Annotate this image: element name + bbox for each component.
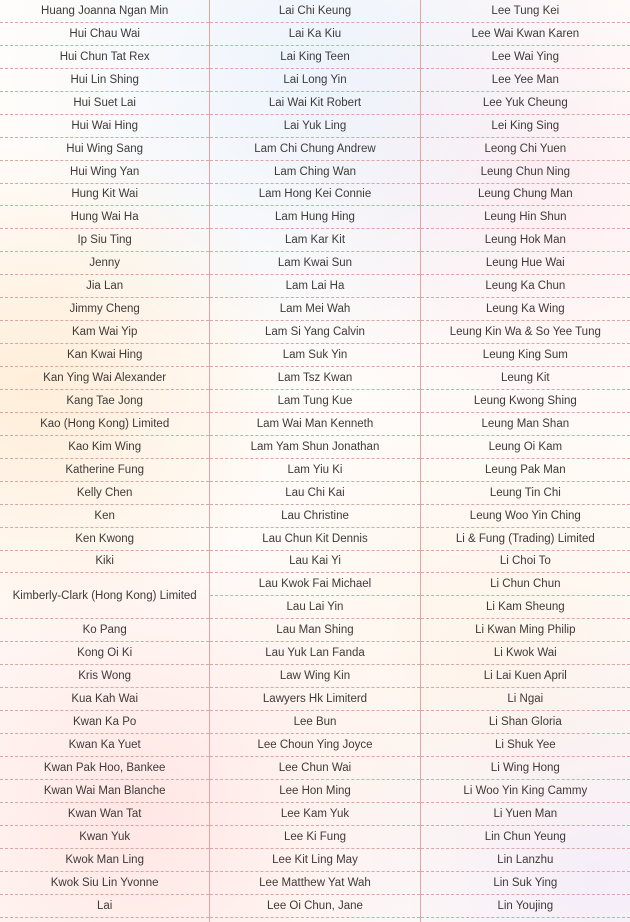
list-item: Jimmy Cheng xyxy=(0,298,209,321)
list-item: Kao (Hong Kong) Limited xyxy=(0,413,209,436)
list-item: Lee Chun Wai xyxy=(210,757,419,780)
list-item: Lee Bun xyxy=(210,711,419,734)
list-item: Leung Ka Wing xyxy=(421,298,630,321)
list-item: Lam Hung Hing xyxy=(210,206,419,229)
list-item: Leung Oi Kam xyxy=(421,436,630,459)
list-item: Li Wing Hong xyxy=(421,757,630,780)
list-item: Kwok Siu Lin Yvonne xyxy=(0,872,209,895)
list-item: Leung Hok Man xyxy=(421,229,630,252)
list-item: Lin Youjing xyxy=(421,895,630,918)
list-item: Li Ngai xyxy=(421,688,630,711)
list-item: Lam Lai Ha xyxy=(210,275,419,298)
list-item: Lee Yuk Cheung xyxy=(421,92,630,115)
list-item: Kwan Yuk xyxy=(0,826,209,849)
list-item: Lee Tung Kei xyxy=(421,0,630,23)
list-item: Lee Matthew Yat Wah xyxy=(210,872,419,895)
list-item: Kwan Wan Tat xyxy=(0,803,209,826)
list-item: Li Lai Kuen April xyxy=(421,665,630,688)
list-item: Kwok Man Ling xyxy=(0,849,209,872)
list-item: Lam Tsz Kwan xyxy=(210,367,419,390)
list-item: Lam Yam Shun Jonathan xyxy=(210,436,419,459)
list-item: Lee Wai Ying xyxy=(421,46,630,69)
list-item: Lau Chi Kai xyxy=(210,482,419,505)
list-item: Lin Suk Ying xyxy=(421,872,630,895)
list-item: Kam Wai Yip xyxy=(0,321,209,344)
list-item: Lam Chi Chung Andrew xyxy=(210,138,419,161)
list-item: Law Wing Kin xyxy=(210,665,419,688)
list-item: Leung Tin Chi xyxy=(421,482,630,505)
list-item: Li Woo Yin King Cammy xyxy=(421,780,630,803)
list-item: Hui Wing Sang xyxy=(0,138,209,161)
list-item: Leong Chi Yuen xyxy=(421,138,630,161)
list-item: Lee Wai Kwan Karen xyxy=(421,23,630,46)
list-item: Kwan Ka Po xyxy=(0,711,209,734)
list-item: Kao Kim Wing xyxy=(0,436,209,459)
list-item: Kwan Wai Man Blanche xyxy=(0,780,209,803)
list-item: Lam Mei Wah xyxy=(210,298,419,321)
list-item: Leung Ka Chun xyxy=(421,275,630,298)
list-item: Kwan Pak Hoo, Bankee xyxy=(0,757,209,780)
list-item: Hui Wai Hing xyxy=(0,115,209,138)
list-item: Lam Wai Man Kenneth xyxy=(210,413,419,436)
list-item: Li Kwan Ming Philip xyxy=(421,619,630,642)
list-item: Lee Choun Ying Joyce xyxy=(210,734,419,757)
list-item: Ken Kwong xyxy=(0,528,209,551)
list-item: Kimberly-Clark (Hong Kong) Limited xyxy=(0,573,209,619)
list-item: Lee Oi Chun, Jane xyxy=(210,895,419,918)
list-item: Lam Suk Yin xyxy=(210,344,419,367)
list-item: Kan Kwai Hing xyxy=(0,344,209,367)
list-item: Leung Kwong Shing xyxy=(421,390,630,413)
list-item: Ip Siu Ting xyxy=(0,229,209,252)
list-item: Kiki xyxy=(0,551,209,574)
list-item: Lai King Teen xyxy=(210,46,419,69)
list-item: Hui Wing Yan xyxy=(0,161,209,184)
list-item: Lee Yee Man xyxy=(421,69,630,92)
list-item: Hung Kit Wai xyxy=(0,184,209,207)
name-column-2 xyxy=(209,0,419,922)
list-item: Ko Pang xyxy=(0,619,209,642)
list-item: Hui Suet Lai xyxy=(0,92,209,115)
name-column-3 xyxy=(420,0,630,922)
list-item: Kwan Ka Yuet xyxy=(0,734,209,757)
list-item: Jenny xyxy=(0,252,209,275)
list-item: Lau Lai Yin xyxy=(210,596,419,619)
list-item: Lai Wai Kit Robert xyxy=(210,92,419,115)
list-item: Lai Chi Keung xyxy=(210,0,419,23)
list-item: Li & Fung (Trading) Limited xyxy=(421,528,630,551)
list-item: Li Kam Sheung xyxy=(421,596,630,619)
list-item: Ken xyxy=(0,505,209,528)
list-item: Hung Wai Ha xyxy=(0,206,209,229)
list-item: Kan Ying Wai Alexander xyxy=(0,367,209,390)
list-item: Leung Woo Yin Ching xyxy=(421,505,630,528)
list-item: Lai Yuk Ling xyxy=(210,115,419,138)
list-item: Jia Lan xyxy=(0,275,209,298)
list-item: Li Kwok Wai xyxy=(421,642,630,665)
list-item: Kelly Chen xyxy=(0,482,209,505)
list-item: Li Shuk Yee xyxy=(421,734,630,757)
list-item: Li Shan Gloria xyxy=(421,711,630,734)
list-item: Li Choi To xyxy=(421,551,630,574)
list-item: Li Chun Chun xyxy=(421,573,630,596)
list-item: Lawyers Hk Limiterd xyxy=(210,688,419,711)
list-item: Leung Pak Man xyxy=(421,459,630,482)
list-item: Lai Ka Kiu xyxy=(210,23,419,46)
list-item: Lau Kai Yi xyxy=(210,551,419,574)
list-item: Lau Christine xyxy=(210,505,419,528)
list-item: Leung Man Shan xyxy=(421,413,630,436)
list-item: Lai xyxy=(0,895,209,918)
list-item: Leung Chung Man xyxy=(421,184,630,207)
list-item: Leung Kin Wa & So Yee Tung xyxy=(421,321,630,344)
list-item: Lau Kwok Fai Michael xyxy=(210,573,419,596)
list-item: Leung King Sum xyxy=(421,344,630,367)
list-item: Leung Hue Wai xyxy=(421,252,630,275)
list-item: Lau Yuk Lan Fanda xyxy=(210,642,419,665)
list-item: Lee Ki Fung xyxy=(210,826,419,849)
list-item: Lin Lanzhu xyxy=(421,849,630,872)
list-item: Lam Kar Kit xyxy=(210,229,419,252)
list-item: Huang Joanna Ngan Min xyxy=(0,0,209,23)
list-item: Lam Tung Kue xyxy=(210,390,419,413)
list-item: Lam Kwai Sun xyxy=(210,252,419,275)
list-item: Lei King Sing xyxy=(421,115,630,138)
list-item: Kong Oi Ki xyxy=(0,642,209,665)
list-item: Li Yuen Man xyxy=(421,803,630,826)
list-item: Lau Chun Kit Dennis xyxy=(210,528,419,551)
list-item: Leung Hin Shun xyxy=(421,206,630,229)
list-item: Kris Wong xyxy=(0,665,209,688)
list-item: Lee Kit Ling May xyxy=(210,849,419,872)
name-column-1 xyxy=(0,0,209,922)
list-item: Leung Kit xyxy=(421,367,630,390)
list-item: Leung Chun Ning xyxy=(421,161,630,184)
list-item: Hui Lin Shing xyxy=(0,69,209,92)
list-item: Lau Man Shing xyxy=(210,619,419,642)
list-item: Lin Chun Yeung xyxy=(421,826,630,849)
list-item: Lam Yiu Ki xyxy=(210,459,419,482)
list-item: Lam Hong Kei Connie xyxy=(210,184,419,207)
list-item: Hui Chau Wai xyxy=(0,23,209,46)
list-item: Kua Kah Wai xyxy=(0,688,209,711)
list-item: Katherine Fung xyxy=(0,459,209,482)
list-item: Lam Ching Wan xyxy=(210,161,419,184)
list-item: Kang Tae Jong xyxy=(0,390,209,413)
list-item: Lee Hon Ming xyxy=(210,780,419,803)
list-item: Lai Long Yin xyxy=(210,69,419,92)
list-item: Lam Si Yang Calvin xyxy=(210,321,419,344)
list-item: Lee Kam Yuk xyxy=(210,803,419,826)
list-item: Hui Chun Tat Rex xyxy=(0,46,209,69)
